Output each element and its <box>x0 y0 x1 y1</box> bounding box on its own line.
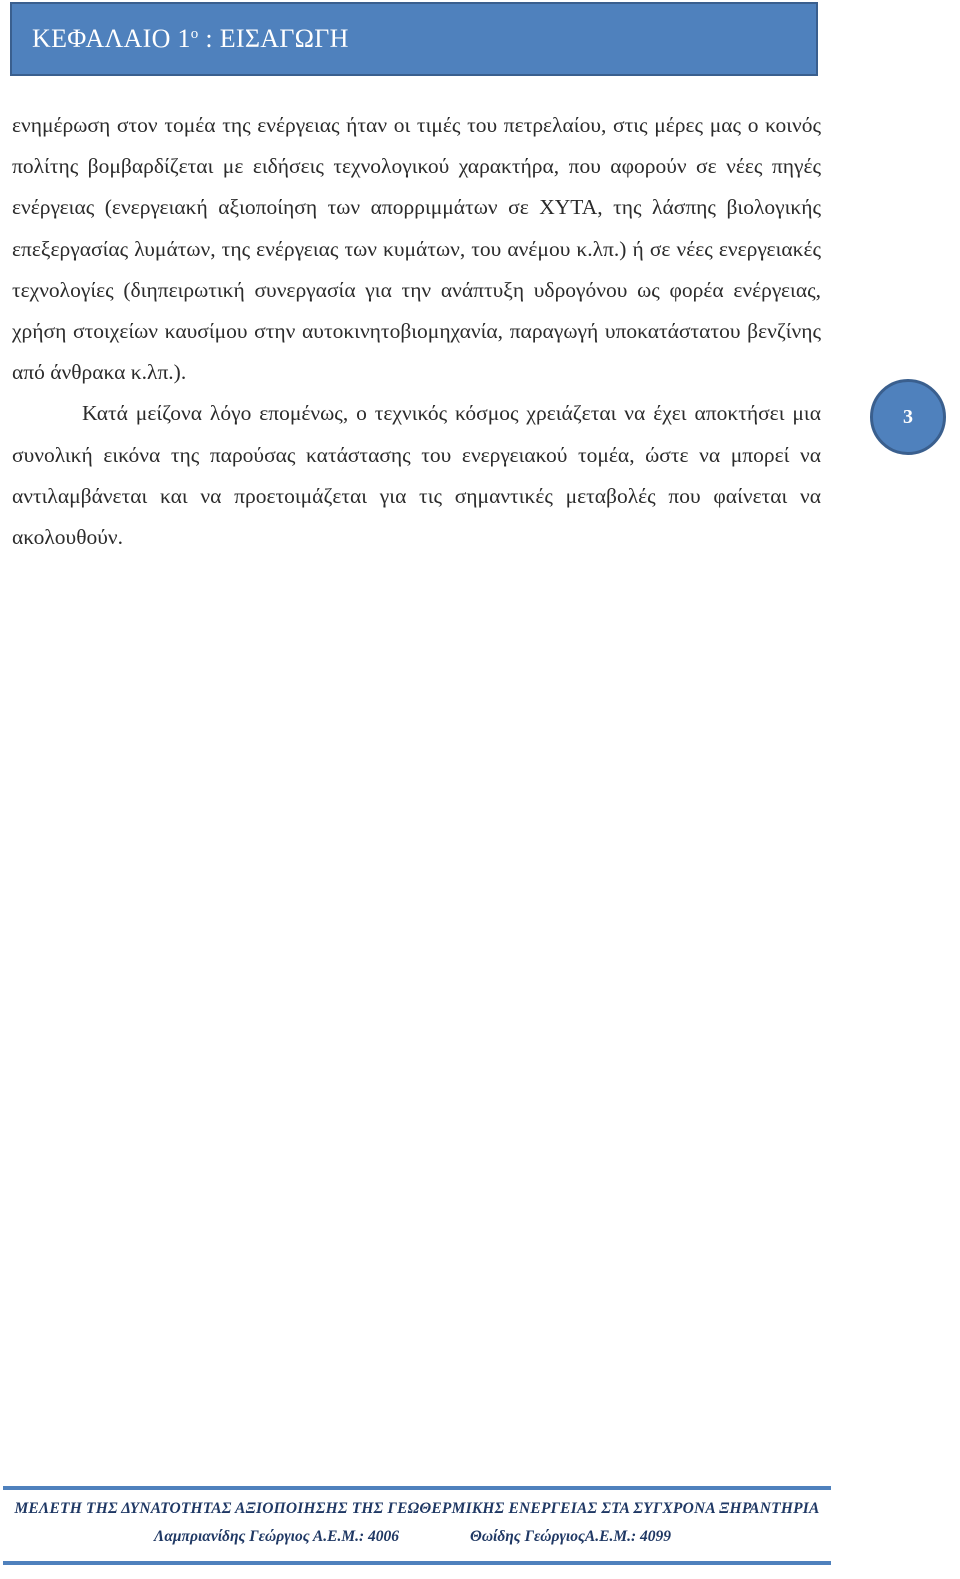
chapter-banner <box>10 2 818 76</box>
footer-title: ΜΕΛΕΤΗ ΤΗΣ ΔΥΝΑΤΟΤΗΤΑΣ ΑΞΙΟΠΟΙΗΣΗΣ ΤΗΣ ΓΕΩΘΕΡΜΙΚΗΣ ΕΝΕΡΓΕΙΑΣ ΣΤΑ ΣΥΓΧΡΟΝΑ ΞΗΡΑΝΤΗΡΙΑ <box>14 1500 820 1517</box>
chapter-title-ordinal: ο <box>190 26 199 42</box>
chapter-title <box>12 24 349 54</box>
body-text <box>12 105 821 558</box>
chapter-title-suffix: : ΕΙΣΑΓΩΓΗ <box>198 24 349 53</box>
chapter-title-prefix: ΚΕΦΑΛΑΙΟ 1 <box>32 24 191 53</box>
footer-top-rule <box>3 1486 831 1490</box>
page-number-badge <box>870 379 946 455</box>
page-number: 3 <box>903 405 913 428</box>
footer-author-2: Θωίδης ΓεώργιοςΑ.Ε.Μ.: 4099 <box>470 1528 672 1545</box>
footer-author-1: Λαμπριανίδης Γεώργιος Α.Ε.Μ.: 4006 <box>154 1528 400 1545</box>
body-paragraph-2: Κατά μείζονα λόγο επομένως, ο τεχνικός κόσμος χρειάζεται να έχει αποκτήσει μια συνολική εικόνα της παρούσας κατάστασης του ενεργειακού τομέα, ώστε να μπορεί να αντιλαμβάνεται και να προετοιμάζεται για τις σημαντικές μεταβολές που φαίνεται να ακολουθούν. <box>12 401 821 550</box>
body-paragraph-1: ενημέρωση στον τομέα της ενέργειας ήταν οι τιμές του πετρελαίου, στις μέρες μας ο κοινός πολίτης βομβαρδίζεται με ειδήσεις τεχνολογικού χαρακτήρα, που αφορούν σε νέες πηγές ενέργειας (ενεργειακή αξιοποίηση των απορριμμάτων σε ΧΥΤΑ, της λάσπης βιολογικής επεξεργασίας λυμάτων, της ενέργειας των κυμάτων, του ανέμου κ.λπ.) ή σε νέες ενεργειακές τεχνολογίες (διηπειρωτική συνεργασία για την ανάπτυξη υδρογόνου ως φορέα ενέργειας, χρήση στοιχείων καυσίμου στην αυτοκινητοβιομηχανία, παραγωγή υποκατάστατου βενζίνης από άνθρακα κ.λπ.). <box>12 113 821 385</box>
footer-authors <box>0 1528 960 1552</box>
footer-bottom-rule <box>3 1561 831 1565</box>
